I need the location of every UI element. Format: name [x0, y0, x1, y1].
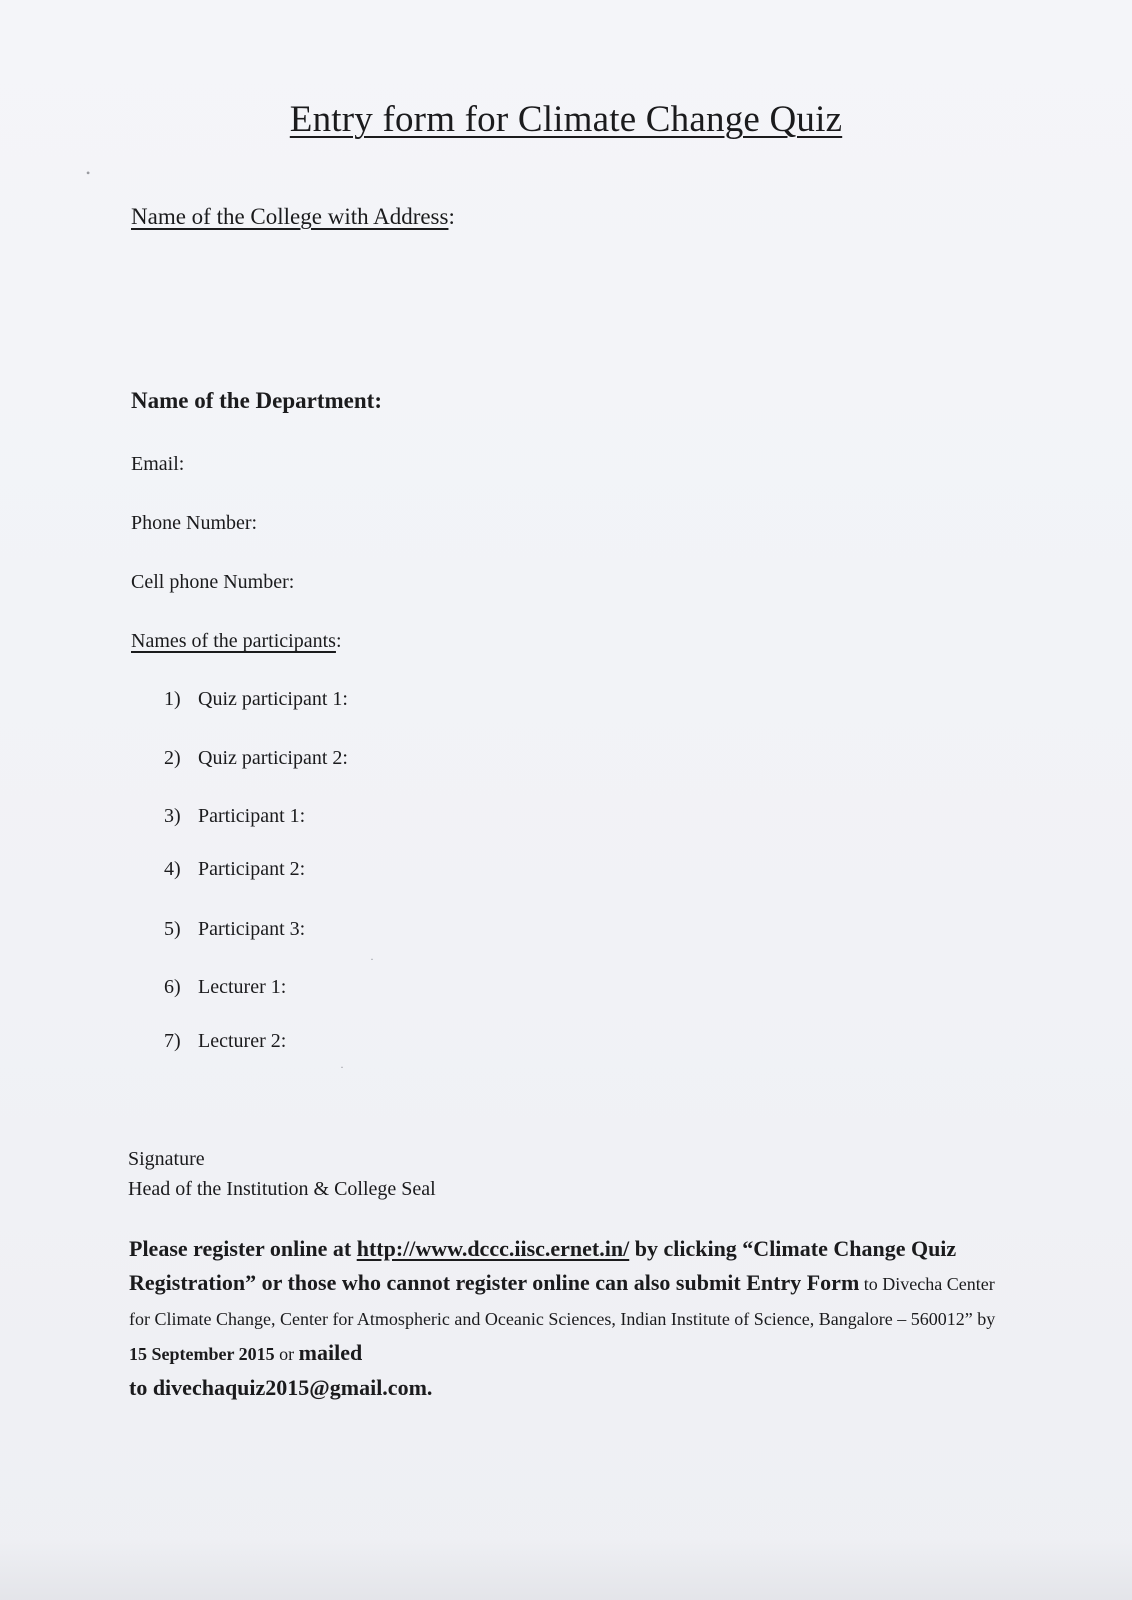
notice-text-3: to Divecha Center for Climate Change, Center for Atmospheric and Oceanic Sciences, Indian Institute of Science, Bangalore – 560012” by: [129, 1274, 996, 1329]
participant-number: 4): [164, 858, 181, 880]
college-address-label: [131, 204, 455, 230]
email-label: Email:: [131, 453, 185, 475]
participant-label: Quiz participant 1:: [198, 688, 348, 710]
signature-sublabel: Head of the Institution & College Seal: [128, 1178, 436, 1200]
scan-speck: ·: [340, 1060, 344, 1074]
participant-item: [164, 976, 286, 999]
notice-deadline: 15 September 2015: [129, 1344, 275, 1364]
phone-number-label: Phone Number:: [131, 512, 258, 534]
participant-number: 7): [164, 1030, 181, 1052]
registration-url-link[interactable]: http://www.dccc.iisc.ernet.in/: [356, 1236, 630, 1261]
participant-label: Quiz participant 2:: [198, 747, 348, 769]
participant-item: [164, 1030, 286, 1053]
notice-text-2: by clicking “Climate Change Quiz Registration” or those who cannot register online can also submit: [129, 1236, 957, 1295]
participants-heading-colon: :: [335, 630, 342, 652]
scan-speck: •: [86, 166, 91, 180]
notice-email[interactable]: to divechaquiz2015@gmail.com.: [129, 1375, 433, 1400]
college-address-colon: :: [448, 204, 455, 229]
participant-label: Lecturer 2:: [198, 1030, 287, 1052]
participants-heading: [131, 630, 342, 653]
participant-item: [164, 805, 305, 828]
participant-label: Lecturer 1:: [198, 976, 287, 998]
participant-label: Participant 3:: [198, 918, 306, 940]
notice-entry-form: Entry Form: [746, 1270, 860, 1295]
notice-text-1: Please register online at: [129, 1236, 357, 1261]
department-label: Name of the Department:: [131, 388, 383, 413]
participant-item: [164, 747, 348, 770]
participants-heading-text: Names of the participants: [131, 630, 336, 652]
college-address-label-text: Name of the College with Address: [131, 204, 449, 229]
scan-speck: ·: [370, 952, 374, 966]
participant-number: 1): [164, 688, 181, 710]
participant-item: [164, 858, 305, 881]
participant-item: [164, 688, 348, 711]
signature-label: Signature: [128, 1148, 205, 1170]
notice-text-4: or: [274, 1344, 299, 1364]
participant-label: Participant 1:: [198, 805, 306, 827]
participant-number: 3): [164, 805, 181, 827]
form-title: Entry form for Climate Change Quiz: [289, 99, 843, 140]
cell-phone-label: Cell phone Number:: [131, 571, 295, 593]
participant-number: 6): [164, 976, 181, 998]
participant-number: 5): [164, 918, 181, 940]
participant-number: 2): [164, 747, 181, 769]
participant-label: Participant 2:: [198, 858, 306, 880]
registration-notice: [129, 1232, 1009, 1405]
notice-mailed: mailed: [298, 1340, 363, 1365]
signature-block: [128, 1144, 436, 1204]
participant-item: [164, 918, 305, 941]
